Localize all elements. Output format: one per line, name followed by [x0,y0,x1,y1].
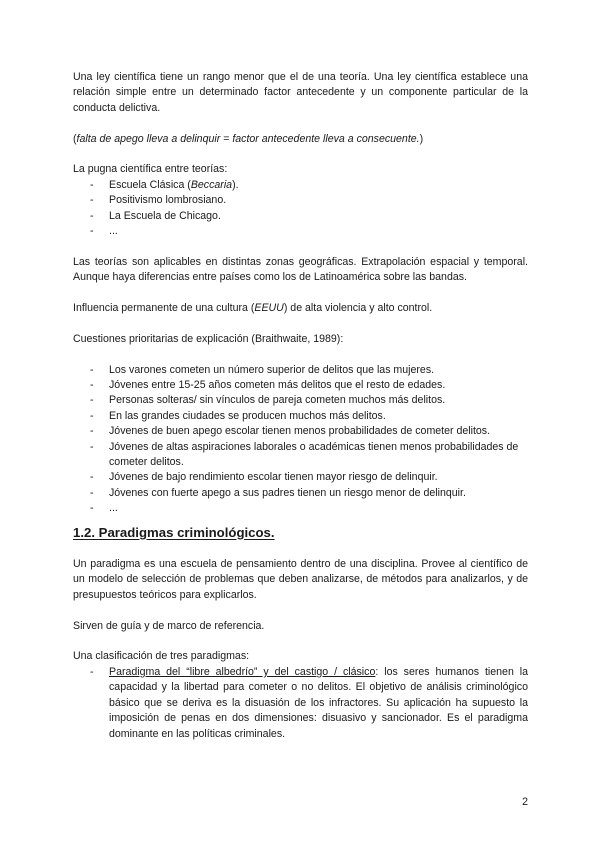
list-item [73,470,528,485]
question-text: Jóvenes de altas aspiraciones laborales o académicas tienen menos probabilidades de cometer delitos. [109,440,519,469]
dash-bullet: - [90,665,94,678]
paren-close: ) [419,132,424,145]
theory-item-text: Escuela Clásica ( [109,178,191,191]
paren-open: ( [73,132,77,145]
question-text: Jóvenes con fuerte apego a sus padres tienen un riesgo menor de delinquir. [109,486,466,499]
list-item [73,665,528,742]
paragraph-guide: Sirven de guía y de marco de referencia. [73,619,265,632]
dash-bullet: - [90,394,94,407]
dash-bullet: - [90,178,94,191]
dash-bullet: - [90,379,94,392]
list-item [73,393,528,408]
list-item [73,486,528,501]
paragraph-classification: Una clasificación de tres paradigmas: [73,650,250,663]
culture-text: Influencia permanente de una cultura ( [73,302,255,315]
theory-item-italic: Beccaria [190,178,233,191]
theory-item-text: Positivismo lombrosiano. [109,194,227,207]
paradigms-list [73,665,528,742]
list-item [73,424,528,439]
dash-bullet: - [90,363,94,376]
list-item [73,209,528,224]
paragraph-paradigm-definition: Un paradigma es una escuela de pensamiento dentro de una disciplina. Provee al científico de un modelo de selección de problemas que deben analizarse, de métodos para analizarlos, y de presupuestos teóricos para explicarlos. [73,558,528,601]
paragraph-geographic: Las teorías son aplicables en distintas zonas geográficas. Extrapolación espacial y temporal. Aunque haya diferencias entre países como los de Latinoamérica sobre las bandas. [73,255,528,284]
list-item [73,178,528,193]
dash-bullet: - [90,409,94,422]
list-item [73,409,528,424]
dash-bullet: - [90,209,94,222]
document-body [73,70,528,742]
culture-text-end: ) de alta violencia y alto control. [283,302,433,315]
question-text: En las grandes ciudades se producen muchos más delitos. [109,409,386,422]
theory-item-text: ... [109,225,118,238]
dash-bullet: - [90,225,94,238]
theory-item-text: La Escuela de Chicago. [109,209,221,222]
paradigm-text: : los seres humanos tienen la capacidad y la libertad para cometer o no delitos. El objetivo de análisis criminológico básico que se deriva es la disuasión de los infractores. Su aplicación ha supuesto la imposición de penas en dos dimensiones: disuasivo y sancionador. Es el paradigma dominante en las políticas criminales. [109,665,528,740]
list-item [73,224,528,239]
paradigm-title: Paradigma del “libre albedrío” y del castigo / clásico [109,665,376,678]
theory-item-text-end: ). [232,178,239,191]
questions-list [73,363,528,517]
dash-bullet: - [90,425,94,438]
question-text: Jóvenes de buen apego escolar tienen menos probabilidades de cometer delitos. [109,425,491,438]
dash-bullet: - [90,502,94,515]
list-item [73,501,528,516]
dash-bullet: - [90,486,94,499]
culture-italic: EEUU [254,302,284,315]
page-number: 2 [522,796,528,808]
list-item [73,440,528,471]
list-item [73,378,528,393]
list-item [73,193,528,208]
dash-bullet: - [90,194,94,207]
question-text: Jóvenes entre 15-25 años cometen más delitos que el resto de edades. [109,379,446,392]
example-italic: falta de apego lleva a delinquir = factor antecedente lleva a consecuente. [76,132,420,145]
paragraph-scientific-law: Una ley científica tiene un rango menor que el de una teoría. Una ley científica establece una relación simple entre un determinado factor antecedente y un componente particular de la conducta delictiva. [73,71,528,114]
dash-bullet: - [90,471,94,484]
question-text: Personas solteras/ sin vínculos de pareja cometen muchos más delitos. [109,394,446,407]
list-item [73,363,528,378]
section-heading: 1.2. Paradigmas criminológicos. [73,524,275,540]
question-text: Los varones cometen un número superior de delitos que las mujeres. [109,363,435,376]
question-text: Jóvenes de bajo rendimiento escolar tienen mayor riesgo de delinquir. [109,471,438,484]
paragraph-theories-intro: La pugna científica entre teorías: [73,163,228,176]
theories-list [73,178,528,240]
question-text: ... [109,502,118,515]
paragraph-questions-intro: Cuestiones prioritarias de explicación (Braithwaite, 1989): [73,332,344,345]
paragraph-example [73,132,528,147]
dash-bullet: - [90,440,94,453]
paragraph-culture [73,301,528,316]
